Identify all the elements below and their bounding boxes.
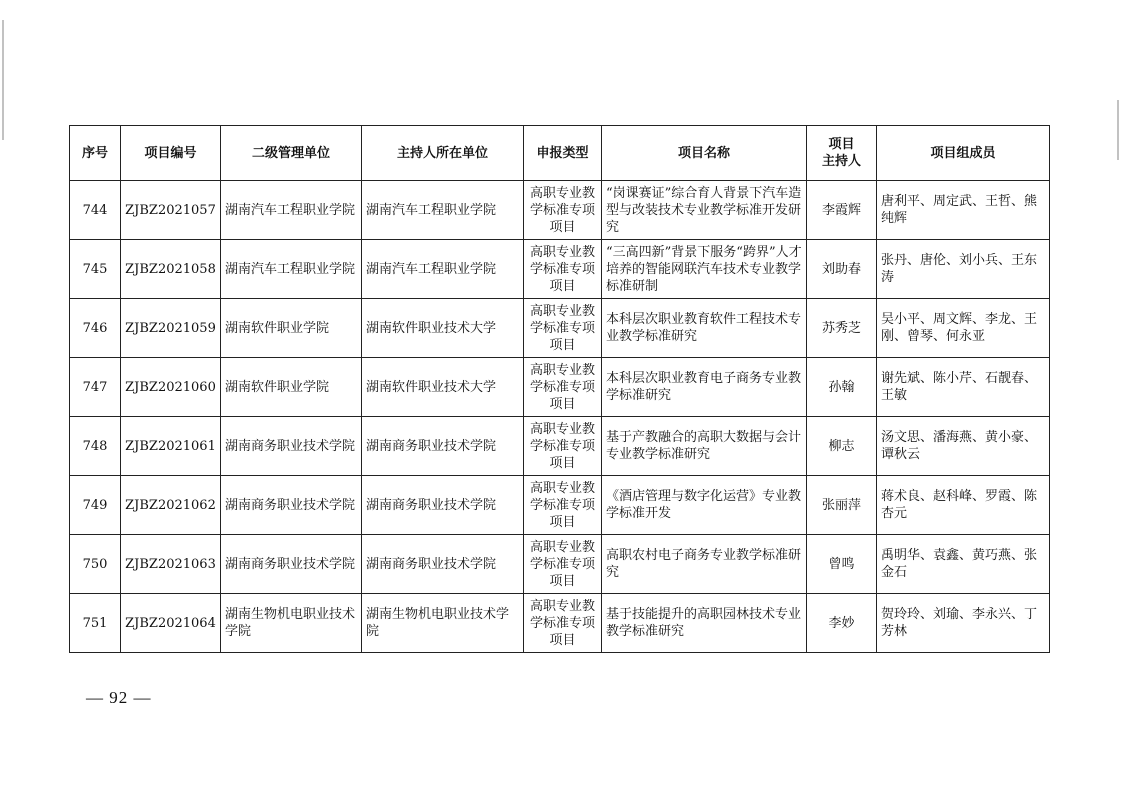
row-number-cell: 747 (70, 358, 121, 417)
management-unit-cell: 湖南商务职业技术学院 (221, 476, 362, 535)
project-name-cell: 本科层次职业教育软件工程技术专业教学标准研究 (602, 299, 807, 358)
table-row (70, 476, 1050, 535)
header-no: 序号 (70, 126, 121, 181)
host-unit-cell: 湖南汽车工程职业学院 (362, 240, 524, 299)
project-members-cell: 汤文思、潘海燕、黄小豪、谭秋云 (877, 417, 1050, 476)
host-unit-cell: 湖南汽车工程职业学院 (362, 181, 524, 240)
project-members-cell: 谢先斌、陈小芹、石靓春、王敏 (877, 358, 1050, 417)
row-number-cell: 745 (70, 240, 121, 299)
project-host-cell: 柳志 (807, 417, 877, 476)
header-name: 项目名称 (602, 126, 807, 181)
host-unit-cell: 湖南生物机电职业技术学院 (362, 594, 524, 653)
table-header-row (70, 126, 1050, 181)
project-host-cell: 曾鸣 (807, 535, 877, 594)
application-type-cell: 高职专业教学标准专项项目 (524, 594, 602, 653)
project-code-cell: ZJBZ2021059 (121, 299, 221, 358)
application-type-cell: 高职专业教学标准专项项目 (524, 181, 602, 240)
row-number-cell: 751 (70, 594, 121, 653)
header-members: 项目组成员 (877, 126, 1050, 181)
application-type-cell: 高职专业教学标准专项项目 (524, 417, 602, 476)
project-members-cell: 唐利平、周定武、王哲、熊纯辉 (877, 181, 1050, 240)
host-unit-cell: 湖南商务职业技术学院 (362, 476, 524, 535)
row-number-cell: 744 (70, 181, 121, 240)
project-host-cell: 李妙 (807, 594, 877, 653)
project-members-cell: 禹明华、袁鑫、黄巧燕、张金石 (877, 535, 1050, 594)
project-code-cell: ZJBZ2021057 (121, 181, 221, 240)
project-name-cell: 《酒店管理与数字化运营》专业教学标准开发 (602, 476, 807, 535)
project-host-cell: 刘助春 (807, 240, 877, 299)
header-host-unit: 主持人所在单位 (362, 126, 524, 181)
application-type-cell: 高职专业教学标准专项项目 (524, 358, 602, 417)
table-row (70, 535, 1050, 594)
project-host-cell: 苏秀芝 (807, 299, 877, 358)
project-host-cell: 李霞辉 (807, 181, 877, 240)
table-row (70, 417, 1050, 476)
management-unit-cell: 湖南生物机电职业技术学院 (221, 594, 362, 653)
application-type-cell: 高职专业教学标准专项项目 (524, 299, 602, 358)
project-code-cell: ZJBZ2021063 (121, 535, 221, 594)
host-unit-cell: 湖南软件职业技术大学 (362, 358, 524, 417)
scan-edge-mark (1117, 100, 1119, 160)
project-name-cell: “岗课赛证”综合育人背景下汽车造型与改装技术专业教学标准开发研究 (602, 181, 807, 240)
project-members-cell: 张丹、唐伦、刘小兵、王东涛 (877, 240, 1050, 299)
project-name-cell: 本科层次职业教育电子商务专业教学标准研究 (602, 358, 807, 417)
host-unit-cell: 湖南商务职业技术学院 (362, 535, 524, 594)
project-name-cell: 基于产教融合的高职大数据与会计专业教学标准研究 (602, 417, 807, 476)
management-unit-cell: 湖南商务职业技术学院 (221, 535, 362, 594)
management-unit-cell: 湖南汽车工程职业学院 (221, 240, 362, 299)
project-code-cell: ZJBZ2021058 (121, 240, 221, 299)
project-name-cell: 基于技能提升的高职园林技术专业教学标准研究 (602, 594, 807, 653)
table-row (70, 594, 1050, 653)
management-unit-cell: 湖南汽车工程职业学院 (221, 181, 362, 240)
scan-edge-mark (2, 20, 4, 140)
project-host-cell: 孙翰 (807, 358, 877, 417)
project-host-cell: 张丽萍 (807, 476, 877, 535)
management-unit-cell: 湖南商务职业技术学院 (221, 417, 362, 476)
row-number-cell: 748 (70, 417, 121, 476)
project-code-cell: ZJBZ2021062 (121, 476, 221, 535)
table-row (70, 181, 1050, 240)
application-type-cell: 高职专业教学标准专项项目 (524, 476, 602, 535)
table-row (70, 240, 1050, 299)
management-unit-cell: 湖南软件职业学院 (221, 358, 362, 417)
project-table (69, 125, 1050, 653)
project-members-cell: 贺玲玲、刘瑜、李永兴、丁芳林 (877, 594, 1050, 653)
project-name-cell: 高职农村电子商务专业教学标准研究 (602, 535, 807, 594)
row-number-cell: 746 (70, 299, 121, 358)
application-type-cell: 高职专业教学标准专项项目 (524, 535, 602, 594)
management-unit-cell: 湖南软件职业学院 (221, 299, 362, 358)
header-unit: 二级管理单位 (221, 126, 362, 181)
host-unit-cell: 湖南软件职业技术大学 (362, 299, 524, 358)
project-code-cell: ZJBZ2021064 (121, 594, 221, 653)
project-code-cell: ZJBZ2021061 (121, 417, 221, 476)
header-type: 申报类型 (524, 126, 602, 181)
application-type-cell: 高职专业教学标准专项项目 (524, 240, 602, 299)
row-number-cell: 749 (70, 476, 121, 535)
project-code-cell: ZJBZ2021060 (121, 358, 221, 417)
project-members-cell: 吴小平、周文辉、李龙、王刚、曾琴、何永亚 (877, 299, 1050, 358)
row-number-cell: 750 (70, 535, 121, 594)
header-host: 项目 主持人 (807, 126, 877, 181)
host-unit-cell: 湖南商务职业技术学院 (362, 417, 524, 476)
table-row (70, 358, 1050, 417)
header-code: 项目编号 (121, 126, 221, 181)
page-number: — 92 — (86, 688, 152, 707)
table-row (70, 299, 1050, 358)
project-members-cell: 蒋术良、赵科峰、罗霞、陈杏元 (877, 476, 1050, 535)
project-name-cell: “三高四新”背景下服务“跨界”人才培养的智能网联汽车技术专业教学标准研制 (602, 240, 807, 299)
